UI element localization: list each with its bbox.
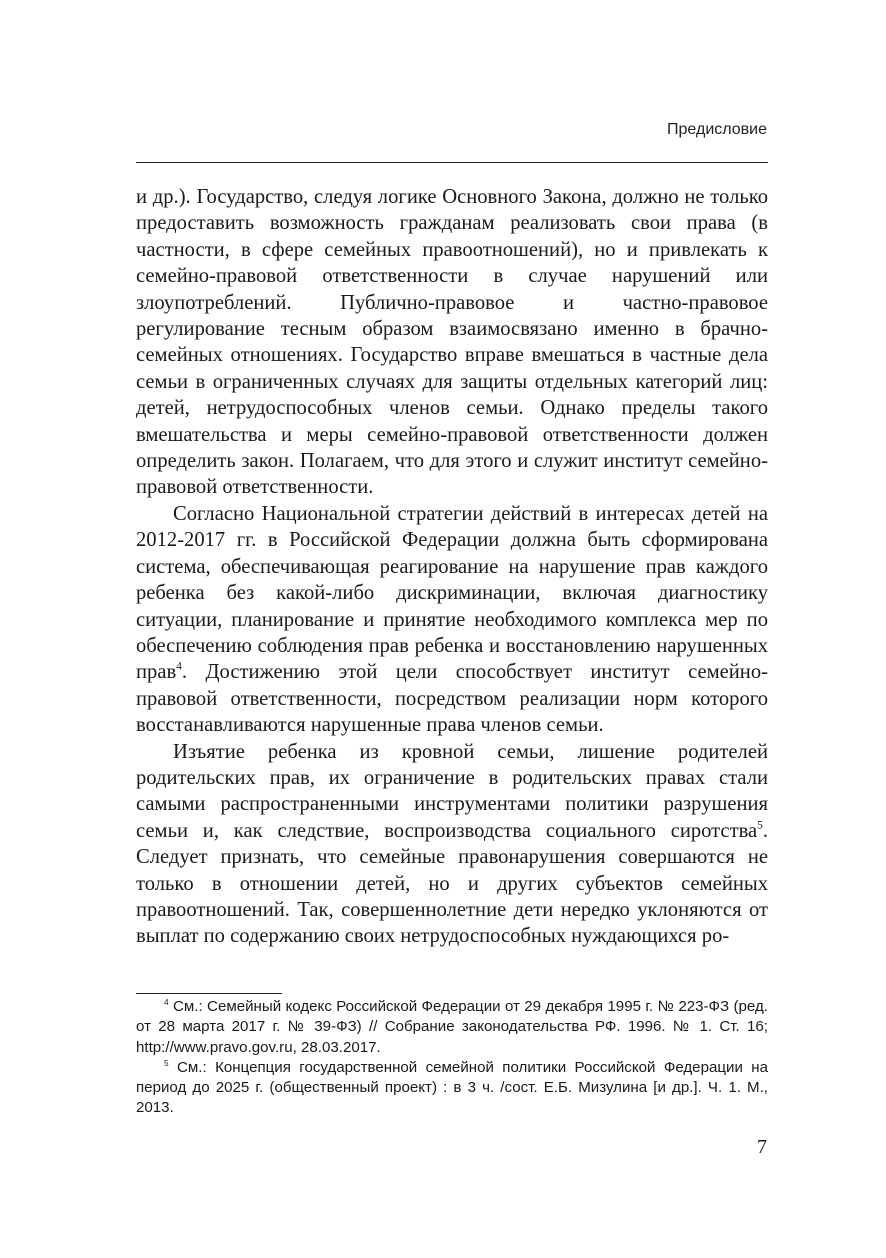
footnote-ref-4: 4 [176,660,182,673]
running-header: Предисловие [667,121,767,138]
footnote-4 [136,997,768,1058]
paragraph-2 [136,501,768,739]
footnote-marker-5: 5 [164,1057,169,1068]
footnote-ref-5: 5 [757,819,763,832]
page-number: 7 [757,1136,767,1158]
footnote-rule [136,993,282,994]
footnote-5 [136,1058,768,1119]
footnote-marker-4: 4 [164,996,169,1007]
paragraph-3-text-after: . Следует признать, что семейные правонарушения совершаются не только в отношении детей, но и других субъектов семейных правоотношений. Так, совершеннолетние дети нередко уклоняются от выплат по содержанию своих нетрудоспособных нуждающихся ро- [136,819,768,948]
footnote-5-text: См.: Концепция государственной семейной политики Российской Федерации на период до 2025 г. (общественный проект) : в 3 ч. /сост. Е.Б. Мизулина [и др.]. Ч. 1. М., 2013. [136,1058,768,1117]
footnotes [136,997,768,1119]
main-text [136,184,768,950]
paragraph-1: и др.). Государство, следуя логике Основного Закона, должно не только предоставить возможность гражданам реализовать свои права (в частности, в сфере семейных правоотношений), но и привлекать к семейно-правовой ответственности в случае нарушений или злоупотреблений. Публично-правовое и частно-правовое регулирование тесным образом взаимосвязано именно в брачно-семейных отношениях. Государство вправе вмешаться в частные дела семьи в ограниченных случаях для защиты отдельных категорий лиц: детей, нетрудоспособных членов семьи. Однако пределы такого вмешательства и меры семейно-правовой ответственности должен определить закон. Полагаем, что для этого и служит институт семейно-правовой ответственности. [136,186,768,499]
paragraph-2-text-before: Согласно Национальной стратегии действий в интересах детей на 2012-2017 гг. в Российской Федерации должна быть сформирована система, обеспечивающая реагирование на нарушение прав каждого ребенка без какой-либо дискриминации, включая диагностику ситуации, планирование и принятие необходимого комплекса мер по обеспечению соблюдения прав ребенка и восстановлению нарушенных прав [136,502,768,684]
paragraph-3-text-before: Изъятие ребенка из кровной семьи, лишение родителей родительских прав, их ограничение в родительских правах стали самыми распространенными инструментами политики разрушения семьи и, как следствие, воспроизводства социального сиротства [136,740,768,842]
footnote-4-text: См.: Семейный кодекс Российской Федерации от 29 декабря 1995 г. № 223-ФЗ (ред. от 28 марта 2017 г. № 39-ФЗ) // Собрание законодательства РФ. 1996. № 1. Ст. 16; http://www.pravo.gov.ru, 28.03.2017. [136,998,768,1056]
paragraph-3 [136,739,768,950]
paragraph-2-text-after: . Достижению этой цели способствует институт семейно-правовой ответственности, посредством реализации норм которого восстанавливаются нарушенные права членов семьи. [136,661,768,737]
header-rule [136,162,768,163]
